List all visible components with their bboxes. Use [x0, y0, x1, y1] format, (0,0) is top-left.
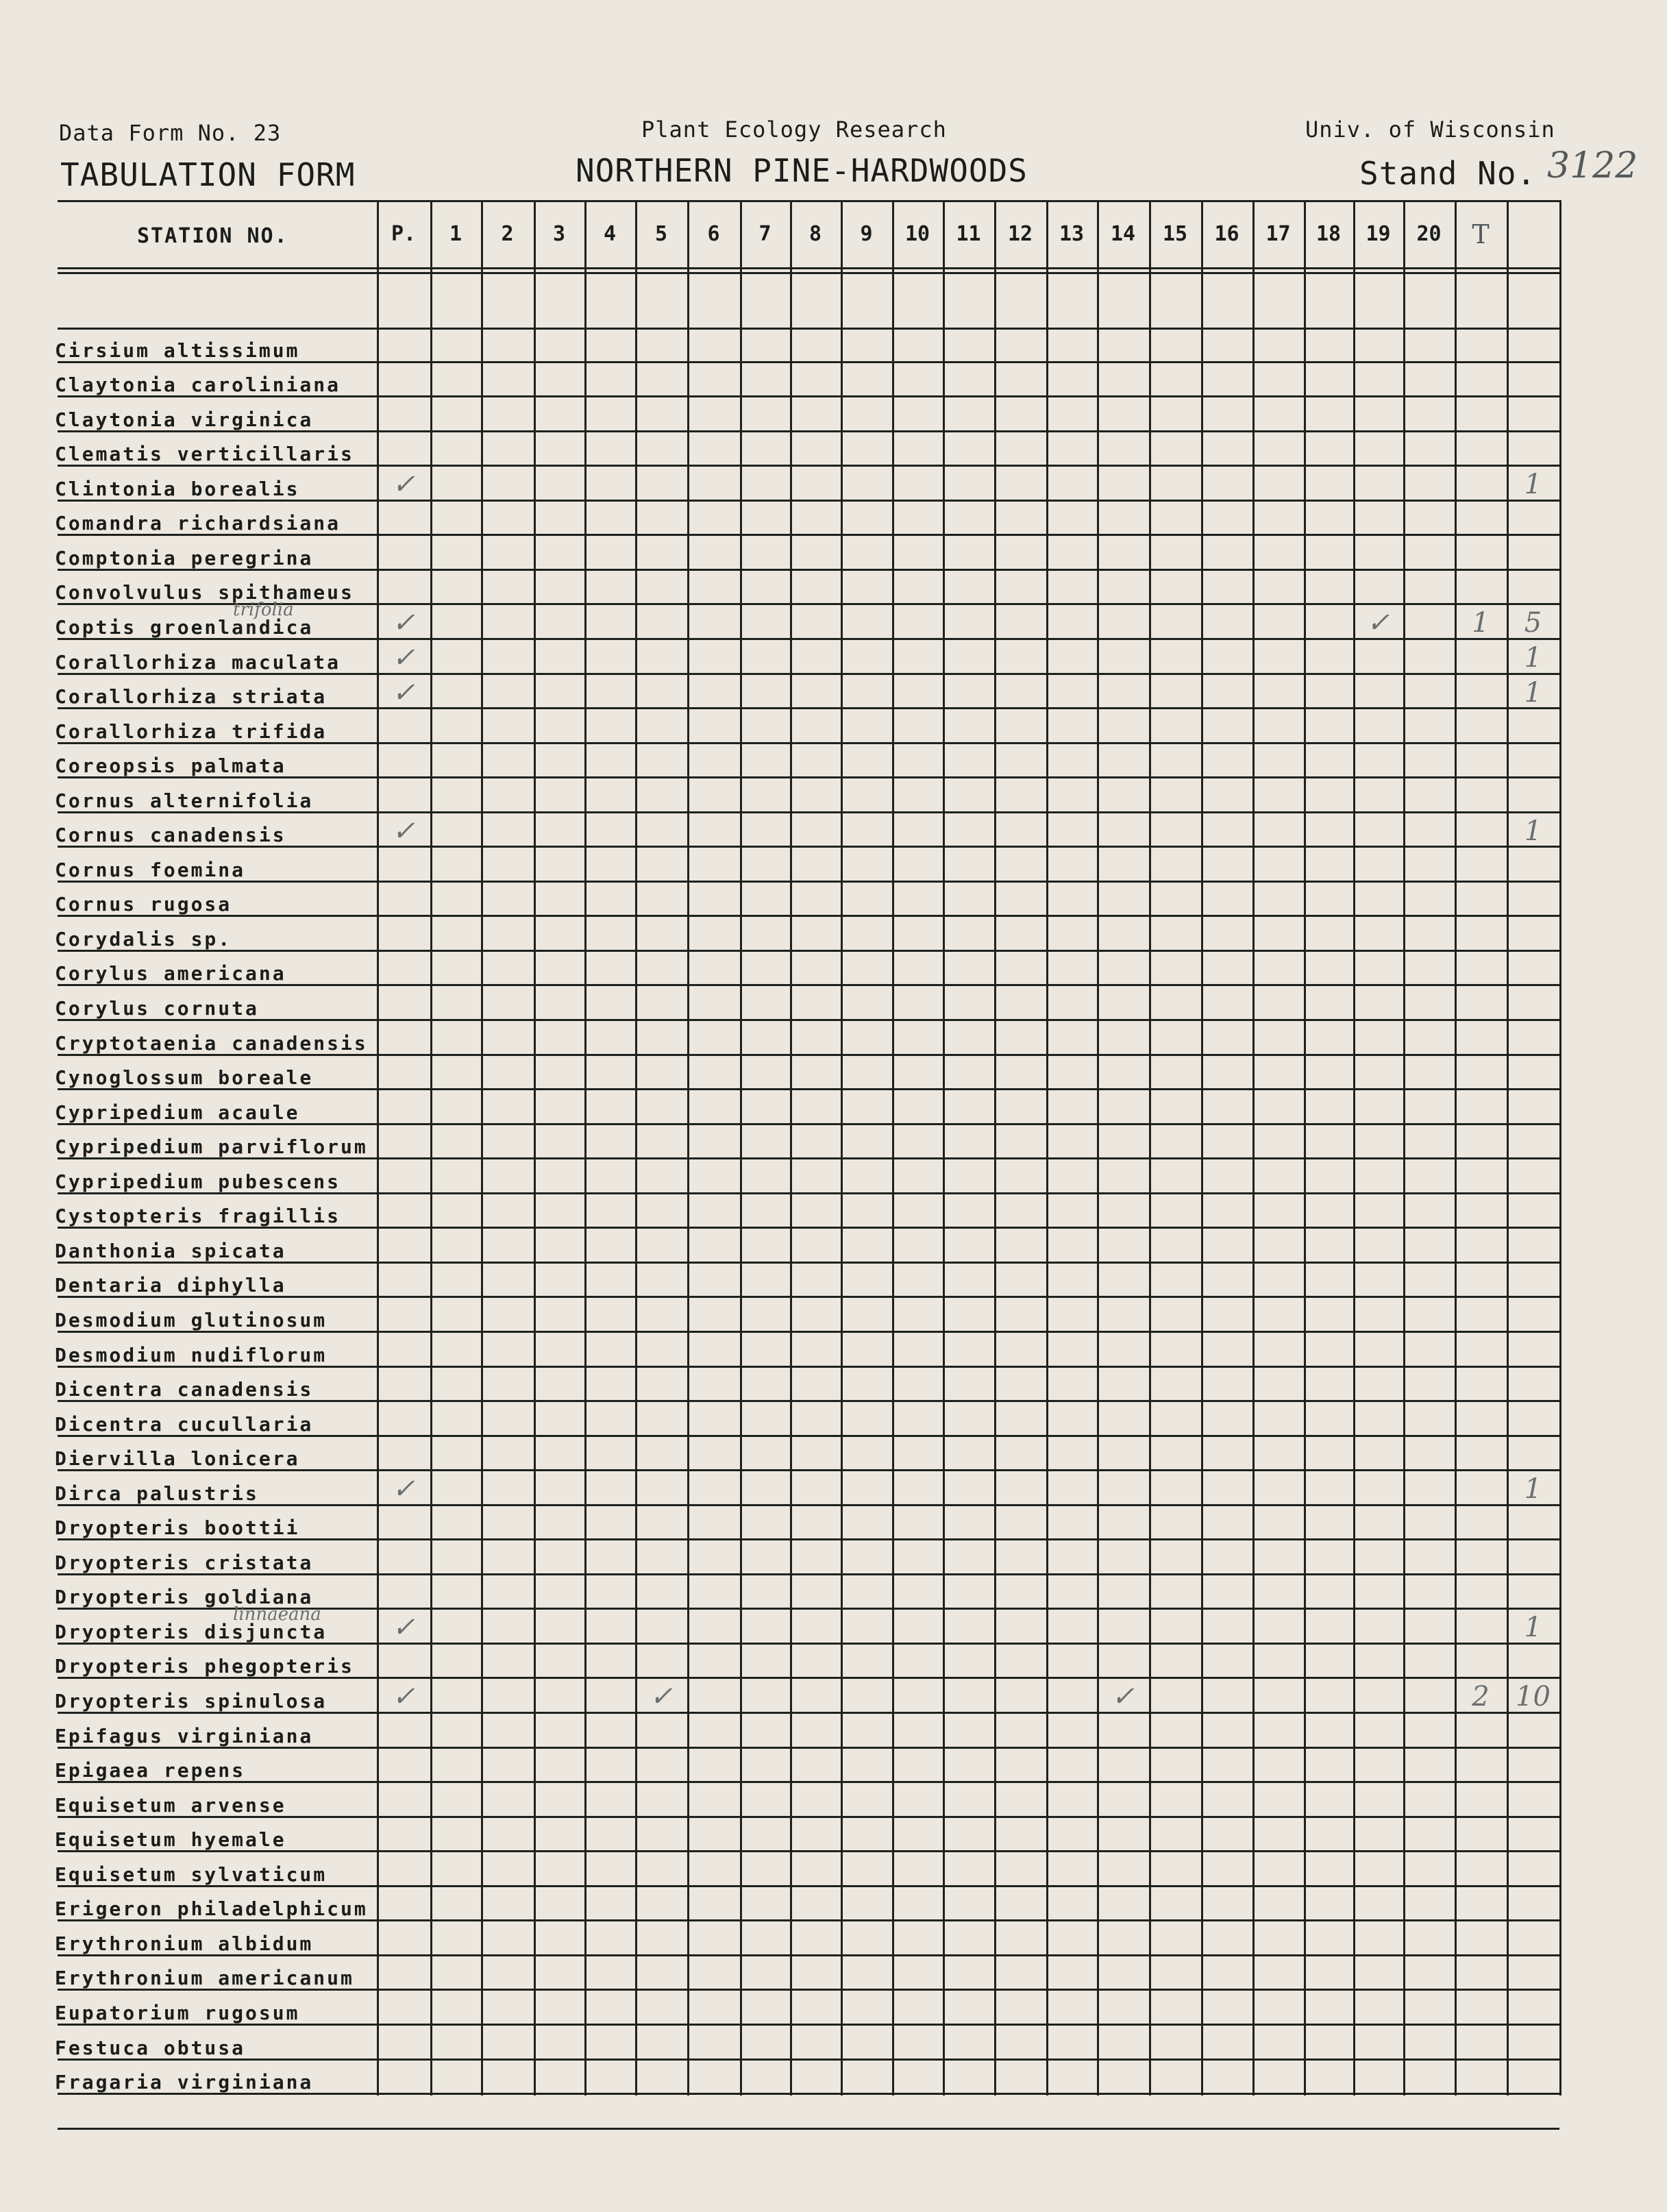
tally-mark: ✓: [392, 676, 415, 709]
tally-mark: 1: [1524, 469, 1542, 501]
stand-number-handwritten: 3122: [1547, 145, 1638, 186]
column-header: 11: [956, 222, 981, 246]
tally-mark: 1: [1524, 1612, 1542, 1644]
tally-mark: ✓: [392, 469, 415, 501]
species-name: Comandra richardsiana: [55, 512, 341, 535]
column-rule: [1353, 200, 1355, 2096]
column-rule: [790, 200, 792, 2096]
column-header: 3: [552, 222, 566, 246]
column-rule: [892, 200, 894, 2096]
species-name: Dentaria diphylla: [55, 1274, 286, 1297]
species-name: Dryopteris disjuncta: [55, 1620, 328, 1643]
tally-mark: ✓: [392, 607, 415, 639]
column-header: 12: [1007, 222, 1033, 246]
species-name: Cornus canadensis: [55, 824, 286, 847]
column-header: 18: [1316, 222, 1342, 246]
species-name: Dryopteris spinulosa: [55, 1690, 328, 1712]
species-name: Coreopsis palmata: [55, 754, 286, 778]
handwritten-correction: linnaeana: [233, 1603, 321, 1625]
species-name: Epigaea repens: [55, 1759, 246, 1782]
species-name: Claytonia caroliniana: [55, 373, 341, 397]
row-rule: [58, 1019, 1559, 1021]
species-name: Erythronium americanum: [55, 1967, 354, 1990]
column-header: 7: [758, 222, 771, 246]
header-divider: [58, 267, 1559, 269]
column-rule: [1455, 200, 1457, 2096]
tally-mark: ✓: [392, 641, 415, 674]
species-name: Festuca obtusa: [55, 2036, 246, 2059]
form-title: TABULATION FORM: [60, 156, 356, 193]
row-rule: [58, 915, 1559, 917]
species-name: Eupatorium rugosum: [55, 2001, 300, 2024]
column-rule: [687, 200, 689, 2096]
tally-mark: 2: [1472, 1681, 1490, 1713]
tally-mark: 10: [1516, 1681, 1551, 1713]
column-header: 9: [860, 222, 873, 246]
species-name: Cornus alternifolia: [55, 789, 314, 812]
column-rule: [584, 200, 586, 2096]
column-header: 1: [449, 222, 462, 246]
species-name: Corydalis sp.: [55, 927, 232, 950]
row-rule: [58, 2059, 1559, 2061]
species-name: Cryptotaenia canadensis: [55, 1031, 368, 1055]
column-header: 10: [904, 222, 930, 246]
column-rule: [1304, 200, 1306, 2096]
column-rule: [1559, 200, 1561, 2096]
column-rule: [1201, 200, 1203, 2096]
species-name: Diervilla lonicera: [55, 1447, 300, 1471]
tally-mark: 1: [1524, 815, 1542, 847]
column-header: 2: [501, 222, 514, 246]
species-name: Cirsium altissimum: [55, 339, 300, 362]
row-rule: [58, 950, 1559, 952]
column-header: T: [1472, 219, 1490, 249]
species-name: Cypripedium acaule: [55, 1101, 300, 1124]
species-name: Dryopteris phegopteris: [55, 1655, 354, 1678]
species-name: Cynoglossum boreale: [55, 1066, 314, 1090]
column-rule: [430, 200, 432, 2096]
column-header: 15: [1162, 222, 1188, 246]
column-header: 4: [603, 222, 617, 246]
research-label: Plant Ecology Research: [641, 116, 947, 143]
column-header: 13: [1059, 222, 1085, 246]
species-name: Dryopteris goldiana: [55, 1586, 314, 1609]
column-rule: [534, 200, 536, 2096]
handwritten-correction: trifolia: [233, 599, 294, 620]
column-rule: [1149, 200, 1151, 2096]
tally-mark: ✓: [392, 815, 415, 847]
species-name: Cypripedium parviflorum: [55, 1135, 368, 1159]
stand-label: Stand No.: [1359, 155, 1537, 192]
species-name: Cystopteris fragillis: [55, 1205, 341, 1228]
row-rule: [58, 881, 1559, 883]
species-name: Dicentra canadensis: [55, 1378, 314, 1401]
species-name: Fragaria virginiana: [55, 2071, 314, 2094]
column-rule: [481, 200, 483, 2096]
species-name: Equisetum hyemale: [55, 1828, 286, 1852]
column-rule: [994, 200, 996, 2096]
species-name: Clematis verticillaris: [55, 443, 354, 466]
tally-mark: ✓: [1111, 1681, 1135, 1713]
column-header: 5: [654, 222, 668, 246]
column-rule: [943, 200, 945, 2096]
tally-mark: ✓: [392, 1473, 415, 1506]
column-header: 8: [808, 222, 822, 246]
species-name: Cypripedium pubescens: [55, 1170, 341, 1193]
species-name: Danthonia spicata: [55, 1239, 286, 1262]
species-name: Convolvulus spithameus: [55, 581, 354, 604]
species-name: Erigeron philadelphicum: [55, 1897, 368, 1921]
row-rule: [58, 1781, 1559, 1783]
species-name: Cornus foemina: [55, 858, 246, 881]
header-divider-double: [58, 272, 1559, 274]
species-name: Corallorhiza maculata: [55, 650, 341, 674]
species-name: Desmodium nudiflorum: [55, 1343, 328, 1366]
station-number-label: STATION NO.: [137, 224, 288, 248]
column-rule: [635, 200, 637, 2096]
tally-mark: 1: [1524, 676, 1542, 709]
species-name: Corylus americana: [55, 962, 286, 985]
column-header: 17: [1265, 222, 1291, 246]
column-header: 19: [1366, 222, 1391, 246]
blank-row-divider: [58, 328, 1559, 330]
species-name: Dirca palustris: [55, 1482, 259, 1505]
species-name: Desmodium glutinosum: [55, 1308, 328, 1331]
tally-mark: 1: [1472, 607, 1490, 639]
species-name: Equisetum arvense: [55, 1793, 286, 1817]
species-name: Coptis groenlandica: [55, 615, 314, 639]
row-rule: [58, 1504, 1559, 1506]
column-rule: [1046, 200, 1048, 2096]
tally-mark: 1: [1524, 641, 1542, 674]
species-name: Epifagus virginiana: [55, 1724, 314, 1747]
column-rule: [1097, 200, 1099, 2096]
species-name: Dryopteris cristata: [55, 1551, 314, 1574]
form-subtitle: NORTHERN PINE-HARDWOODS: [576, 152, 1028, 189]
species-name: Comptonia peregrina: [55, 546, 314, 569]
tally-mark: ✓: [650, 1681, 673, 1713]
row-rule: [58, 2128, 1559, 2130]
column-header: P.: [391, 222, 417, 246]
tally-mark: ✓: [1366, 607, 1390, 639]
species-name: Corylus cornuta: [55, 997, 259, 1020]
university-label: Univ. of Wisconsin: [1305, 116, 1555, 143]
tally-mark: ✓: [392, 1681, 415, 1713]
column-rule: [740, 200, 742, 2096]
species-name: Cornus rugosa: [55, 893, 232, 916]
column-rule: [1252, 200, 1255, 2096]
species-name: Dicentra cucullaria: [55, 1412, 314, 1436]
species-name: Corallorhiza trifida: [55, 720, 328, 743]
tally-mark: 1: [1524, 1473, 1542, 1506]
column-rule: [841, 200, 843, 2096]
species-name: Erythronium albidum: [55, 1932, 314, 1955]
form-number: Data Form No. 23: [59, 120, 282, 146]
species-name: Equisetum sylvaticum: [55, 1863, 328, 1886]
column-rule: [1403, 200, 1405, 2096]
column-header: 20: [1416, 222, 1442, 246]
species-name: Clintonia borealis: [55, 477, 300, 500]
column-header: 16: [1214, 222, 1239, 246]
tally-mark: 5: [1524, 607, 1542, 639]
column-header: 14: [1110, 222, 1136, 246]
species-name: Claytonia virginica: [55, 408, 314, 431]
species-name: Dryopteris boottii: [55, 1516, 300, 1540]
species-name: Corallorhiza striata: [55, 685, 328, 709]
table-top-border: [58, 200, 1559, 202]
column-header: 6: [707, 222, 720, 246]
tally-mark: ✓: [392, 1612, 415, 1644]
